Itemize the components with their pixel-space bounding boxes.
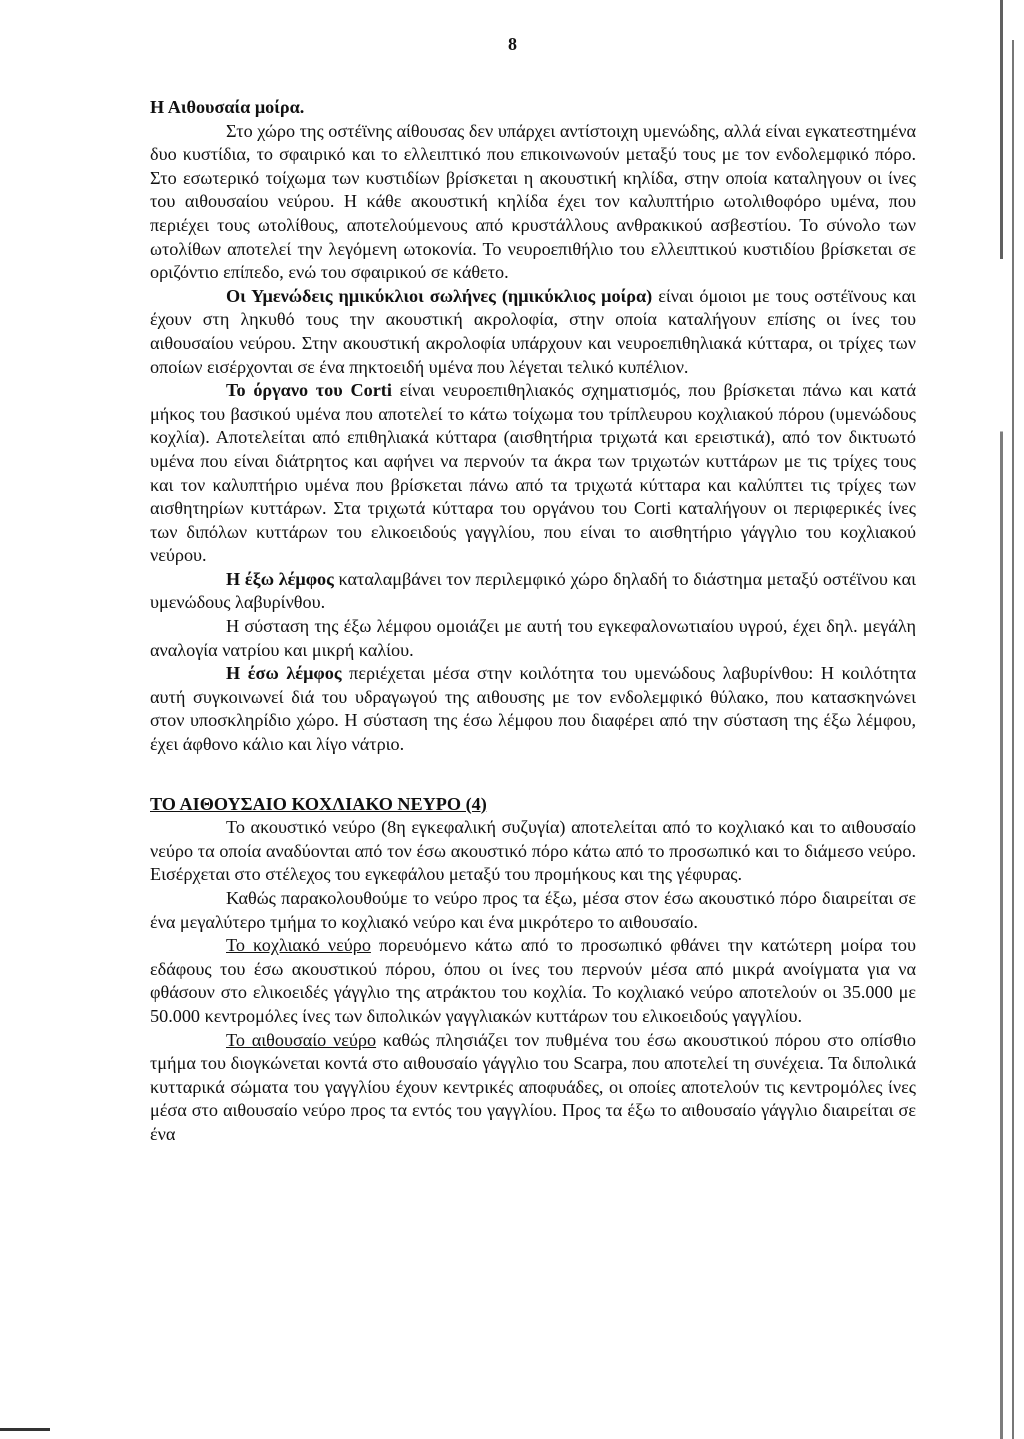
scan-edge (1012, 40, 1014, 1439)
term-underlined: Το αιθουσαίο νεύρο (226, 1029, 377, 1050)
paragraph (150, 934, 916, 1028)
term-underlined: Το κοχλιακό νεύρο (226, 935, 371, 956)
paragraph-text: καταλαμβάνει τον περιλεμφικό χώρο δηλαδή το διάστημα μεταξύ οστέϊνου και υμενώδους λαβυρίνθου. (150, 568, 916, 613)
term-bold: Το όργανο του Corti (226, 380, 392, 401)
paragraph-text: καθώς πλησιάζει τον πυθμένα του έσω ακουστικού πόρου στο οπίσθιο τμήμα του διογκώνεται κοντά στο αιθουσαίο γάγγλιο του Scarpa, που αποτελεί τη συνέχεια. Τα διπολικά κυτταρικά σώματα του γαγγλίου έχουν κεντρικές αποφυάδες, οι οποίες αποτελούν τις κεντρομόλες ίνες μέσα στο αιθουσαίο νεύρο προς τα εντός του γαγγλίου. Προς τα έξω το αιθουσαίο γάγγλιο διαιρείται σε ένα (150, 1029, 916, 1144)
paragraph (150, 568, 916, 615)
paragraph (150, 1029, 916, 1147)
scan-edge (1000, 0, 1003, 1439)
paragraph: Η σύσταση της έξω λέμφου ομοιάζει με αυτή του εγκεφαλονωτιαίου υγρού, έχει δηλ. μεγάλη αναλογία νατρίου και μικρή καλίου. (150, 616, 916, 660)
paragraph-text: είναι όμοιοι με τους οστέϊνους και έχουν στη ληκυθό τους την ακουστική ακρολοφία, στην οποία καταλήγουν επίσης οι ίνες του αιθουσαίου νεύρου. Στην ακουστική ακρολοφία υπάρχουν και νευροεπιθηλιακά κύτταρα, οι τρίχες των οποίων εισέρχονται σε ένα πηκτοειδή υμένα που λέγεται τελικό κυπέλιον. (150, 285, 917, 377)
page-number: 8 (508, 34, 517, 54)
section-heading: Η Αιθουσαία μοίρα. (150, 97, 305, 117)
paragraph (150, 379, 916, 568)
term-bold: Η έσω λέμφος (226, 663, 342, 684)
paragraph: Στο χώρο της οστέϊνης αίθουσας δεν υπάρχει αντίστοιχη υμενώδης, αλλά είναι εγκατεστημένα δυο κυστίδια, το σφαιρικό και το ελλειπτικό που επικοινωνούν μεταξύ τους με τον ενδολεμφικό πόρο. Στο εσωτερικό τοίχωμα των κυστιδίων βρίσκεται η ακουστική κηλίδα, στην οποία καταληγουν οι ίνες του αιθουσαίου νεύρου. Η κάθε ακουστική κηλίδα έχει τον καλυπτήριο ωτολιθοφόρο υμένα, που περιέχει τους ωτολίθους, αποτελούμενους από κρυστάλλους ανθρακικού ασβεστίου. Το σύνολο των ωτολίθων αποτελεί την λεγόμενη ωτοκονία. Το νευροεπιθήλιο του ελλειπτικού κυστιδίου βρίσκεται σε οριζόντιο επίπεδο, ενώ του σφαιρικού σε κάθετο. (150, 120, 916, 283)
section-title: ΤΟ ΑΙΘΟΥΣΑΙΟ ΚΟΧΛΙΑΚΟ ΝΕΥΡΟ (4) (150, 793, 487, 814)
term-bold: Η έξω λέμφος (226, 568, 334, 589)
scan-mark (0, 1428, 50, 1431)
document-body (150, 96, 916, 1147)
paragraph-text: περιέχεται μέσα στην κοιλότητα του υμενώδους λαβυρίνθου: Η κοιλότητα αυτή συγκοινωνεί διά του υδραγωγού της αιθουσης με τον ενδολεμφικό θύλακο, που κατασκηνώνει στον υποσκληρίδιο χώρο. Η σύσταση της έσω λέμφου που διαφέρει από την σύσταση της έξω λέμφου, έχει άφθονο κάλιο και λίγο νάτριο. (150, 663, 916, 755)
paragraph-text: πορευόμενο κάτω από το προσωπικό φθάνει την κατώτερη μοίρα του εδάφους του έσω ακουστικού πόρου, όπου οι ίνες του περνούν μέσα από μικρά ανοίγματα για να φθάσουν στο ελικοειδές γάγγλιο της ατράκτου του κοχλία. Το κοχλιακό νεύρο αποτελούν οι 35.000 με 50.000 κεντρομόλες ίνες των διπολικών γαγγλιακών κυττάρων του ελικοειδούς γαγγλίου. (150, 935, 917, 1026)
paragraph: Καθώς παρακολουθούμε το νεύρο προς τα έξω, μέσα στον έσω ακουστικό πόρο διαιρείται σε ένα μεγαλύτερο τμήμα το κοχλιακό νεύρο και ένα μικρότερο το αιθουσαίο. (150, 888, 916, 932)
term-bold: Οι Υμενώδεις ημικύκλιοι σωλήνες (ημικύκλιος μοίρα) (226, 285, 653, 306)
paragraph: Το ακουστικό νεύρο (8η εγκεφαλική συζυγία) αποτελείται από το κοχλιακό και το αιθουσαίο νεύρο τα οποία αναδύονται από τον έσω ακουστικό πόρο κάτω από το προσωπικό και το διάμεσο νεύρο. Εισέρχεται στο στέλεχος του εγκεφάλου μεταξύ του προμήκους και της γέφυρας. (150, 817, 916, 885)
paragraph (150, 662, 916, 756)
paragraph (150, 285, 916, 379)
paragraph-text: είναι νευροεπιθηλιακός σχηματισμός, που βρίσκεται πάνω και κατά μήκος του βασικού υμένα που αποτελεί το κάτω τοίχωμα του τρίπλευρου κοχλιακού πόρου (υμενώδους κοχλία). Αποτελείται από επιθηλιακά κύτταρα (αισθητήρια τριχωτά και ερειστικά), από τον δικτυωτό υμένα που είναι διάτρητος και αφήνει να περνούν τα άκρα των τριχωτών κυττάρων με τις τρίχες τους και τον καλυπτήριο υμένα που βρίσκεται πάνω από τα τριχωτά κύτταρα και καλύπτει τις τρίχες των αισθητηρίων κυττάρων. Στα τριχωτά κύτταρα του οργάνου του Corti καταλήγουν οι περιφερικές ίνες των διπόλων κυττάρων του ελικοειδούς γαγγλίου, που είναι το αισθητήριο γάγγλιο του κοχλιακού νεύρου. (150, 380, 916, 566)
